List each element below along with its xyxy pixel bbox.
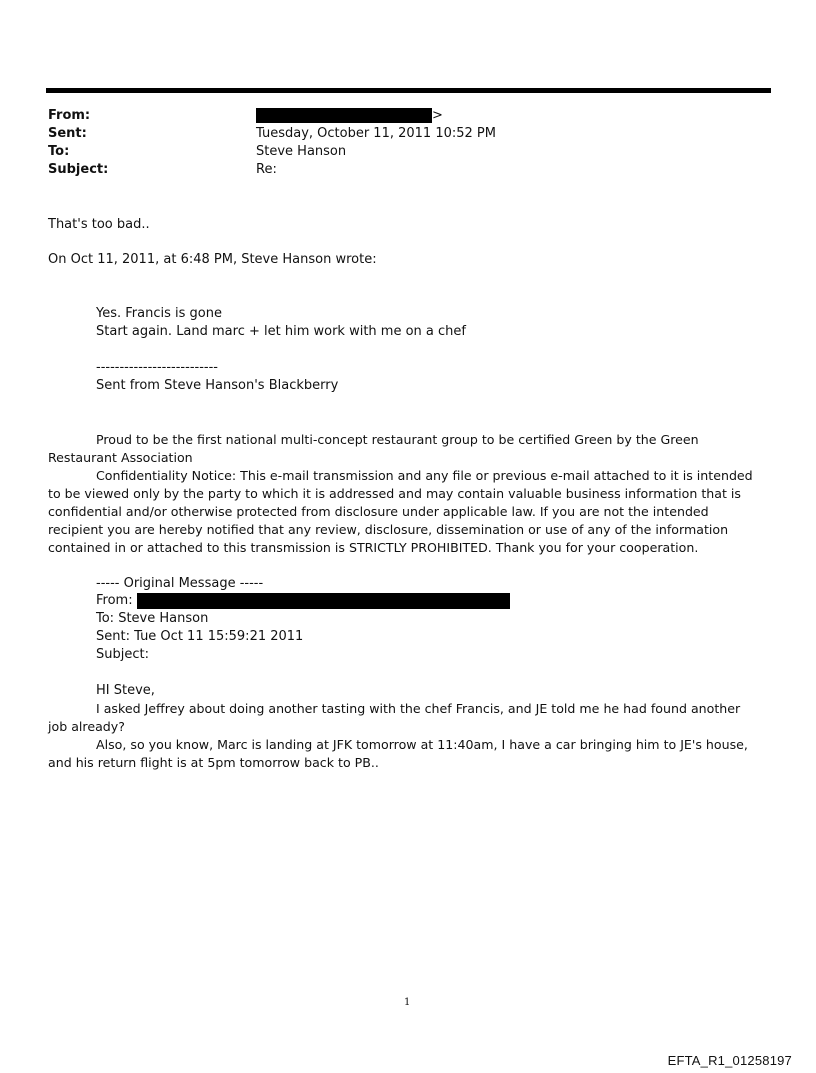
signature-separator: -------------------------- [96,360,218,375]
green-notice: Proud to be the first national multi-concept restaurant group to be certified Green by the Green Restaurant Association [48,432,699,465]
quote-intro: On Oct 11, 2011, at 6:48 PM, Steve Hanson wrote: [48,252,377,267]
to-label: To: [48,144,70,159]
confidentiality-notice: Confidentiality Notice: This e-mail transmission and any file or previous e-mail attached to it is intended to be viewed only by the party to which it is addressed and may contain valuable business information that is confidential and/or otherwise protected from disclosure under applicable law. If you are not the intended recipient you are hereby notified that any review, disclosure, dissemination or use of any of the information contained in or attached to this transmission is STRICTLY PROHIBITED. Thank you for your cooperation. [48,468,753,555]
original-heading: ----- Original Message ----- [96,576,264,591]
original-para-2: Also, so you know, Marc is landing at JFK tomorrow at 11:40am, I have a car bringing him to JE's house, and his return flight is at 5pm tomorrow back to PB.. [48,737,748,770]
redaction-bar [137,593,510,609]
signature: Sent from Steve Hanson's Blackberry [96,378,339,393]
original-sent: Sent: Tue Oct 11 15:59:21 2011 [96,629,304,644]
sent-label: Sent: [48,126,87,141]
subject-value: Re: [256,162,277,177]
email-header [48,107,748,183]
greeting: HI Steve, [96,683,155,698]
original-from-label: From: [96,593,133,608]
reply-line: That's too bad.. [48,217,150,232]
header-rule [46,88,771,93]
quoted-line-1: Yes. Francis is gone [96,306,222,321]
redaction-bar [256,108,432,123]
from-suffix: > [432,108,443,123]
from-value [256,107,443,125]
original-from [96,592,510,610]
original-subject: Subject: [96,647,149,662]
disclaimer [48,431,760,557]
subject-label: Subject: [48,162,109,177]
bates-number: EFTA_R1_01258197 [667,1053,792,1068]
original-to: To: Steve Hanson [96,611,209,626]
original-body [48,700,760,772]
sent-value: Tuesday, October 11, 2011 10:52 PM [256,126,496,141]
page-number: 1 [404,997,411,1008]
from-label: From: [48,108,91,123]
to-value: Steve Hanson [256,144,347,159]
quoted-line-2: Start again. Land marc + let him work with me on a chef [96,324,466,339]
original-para-1: I asked Jeffrey about doing another tasting with the chef Francis, and JE told me he had found another job already? [48,701,741,734]
